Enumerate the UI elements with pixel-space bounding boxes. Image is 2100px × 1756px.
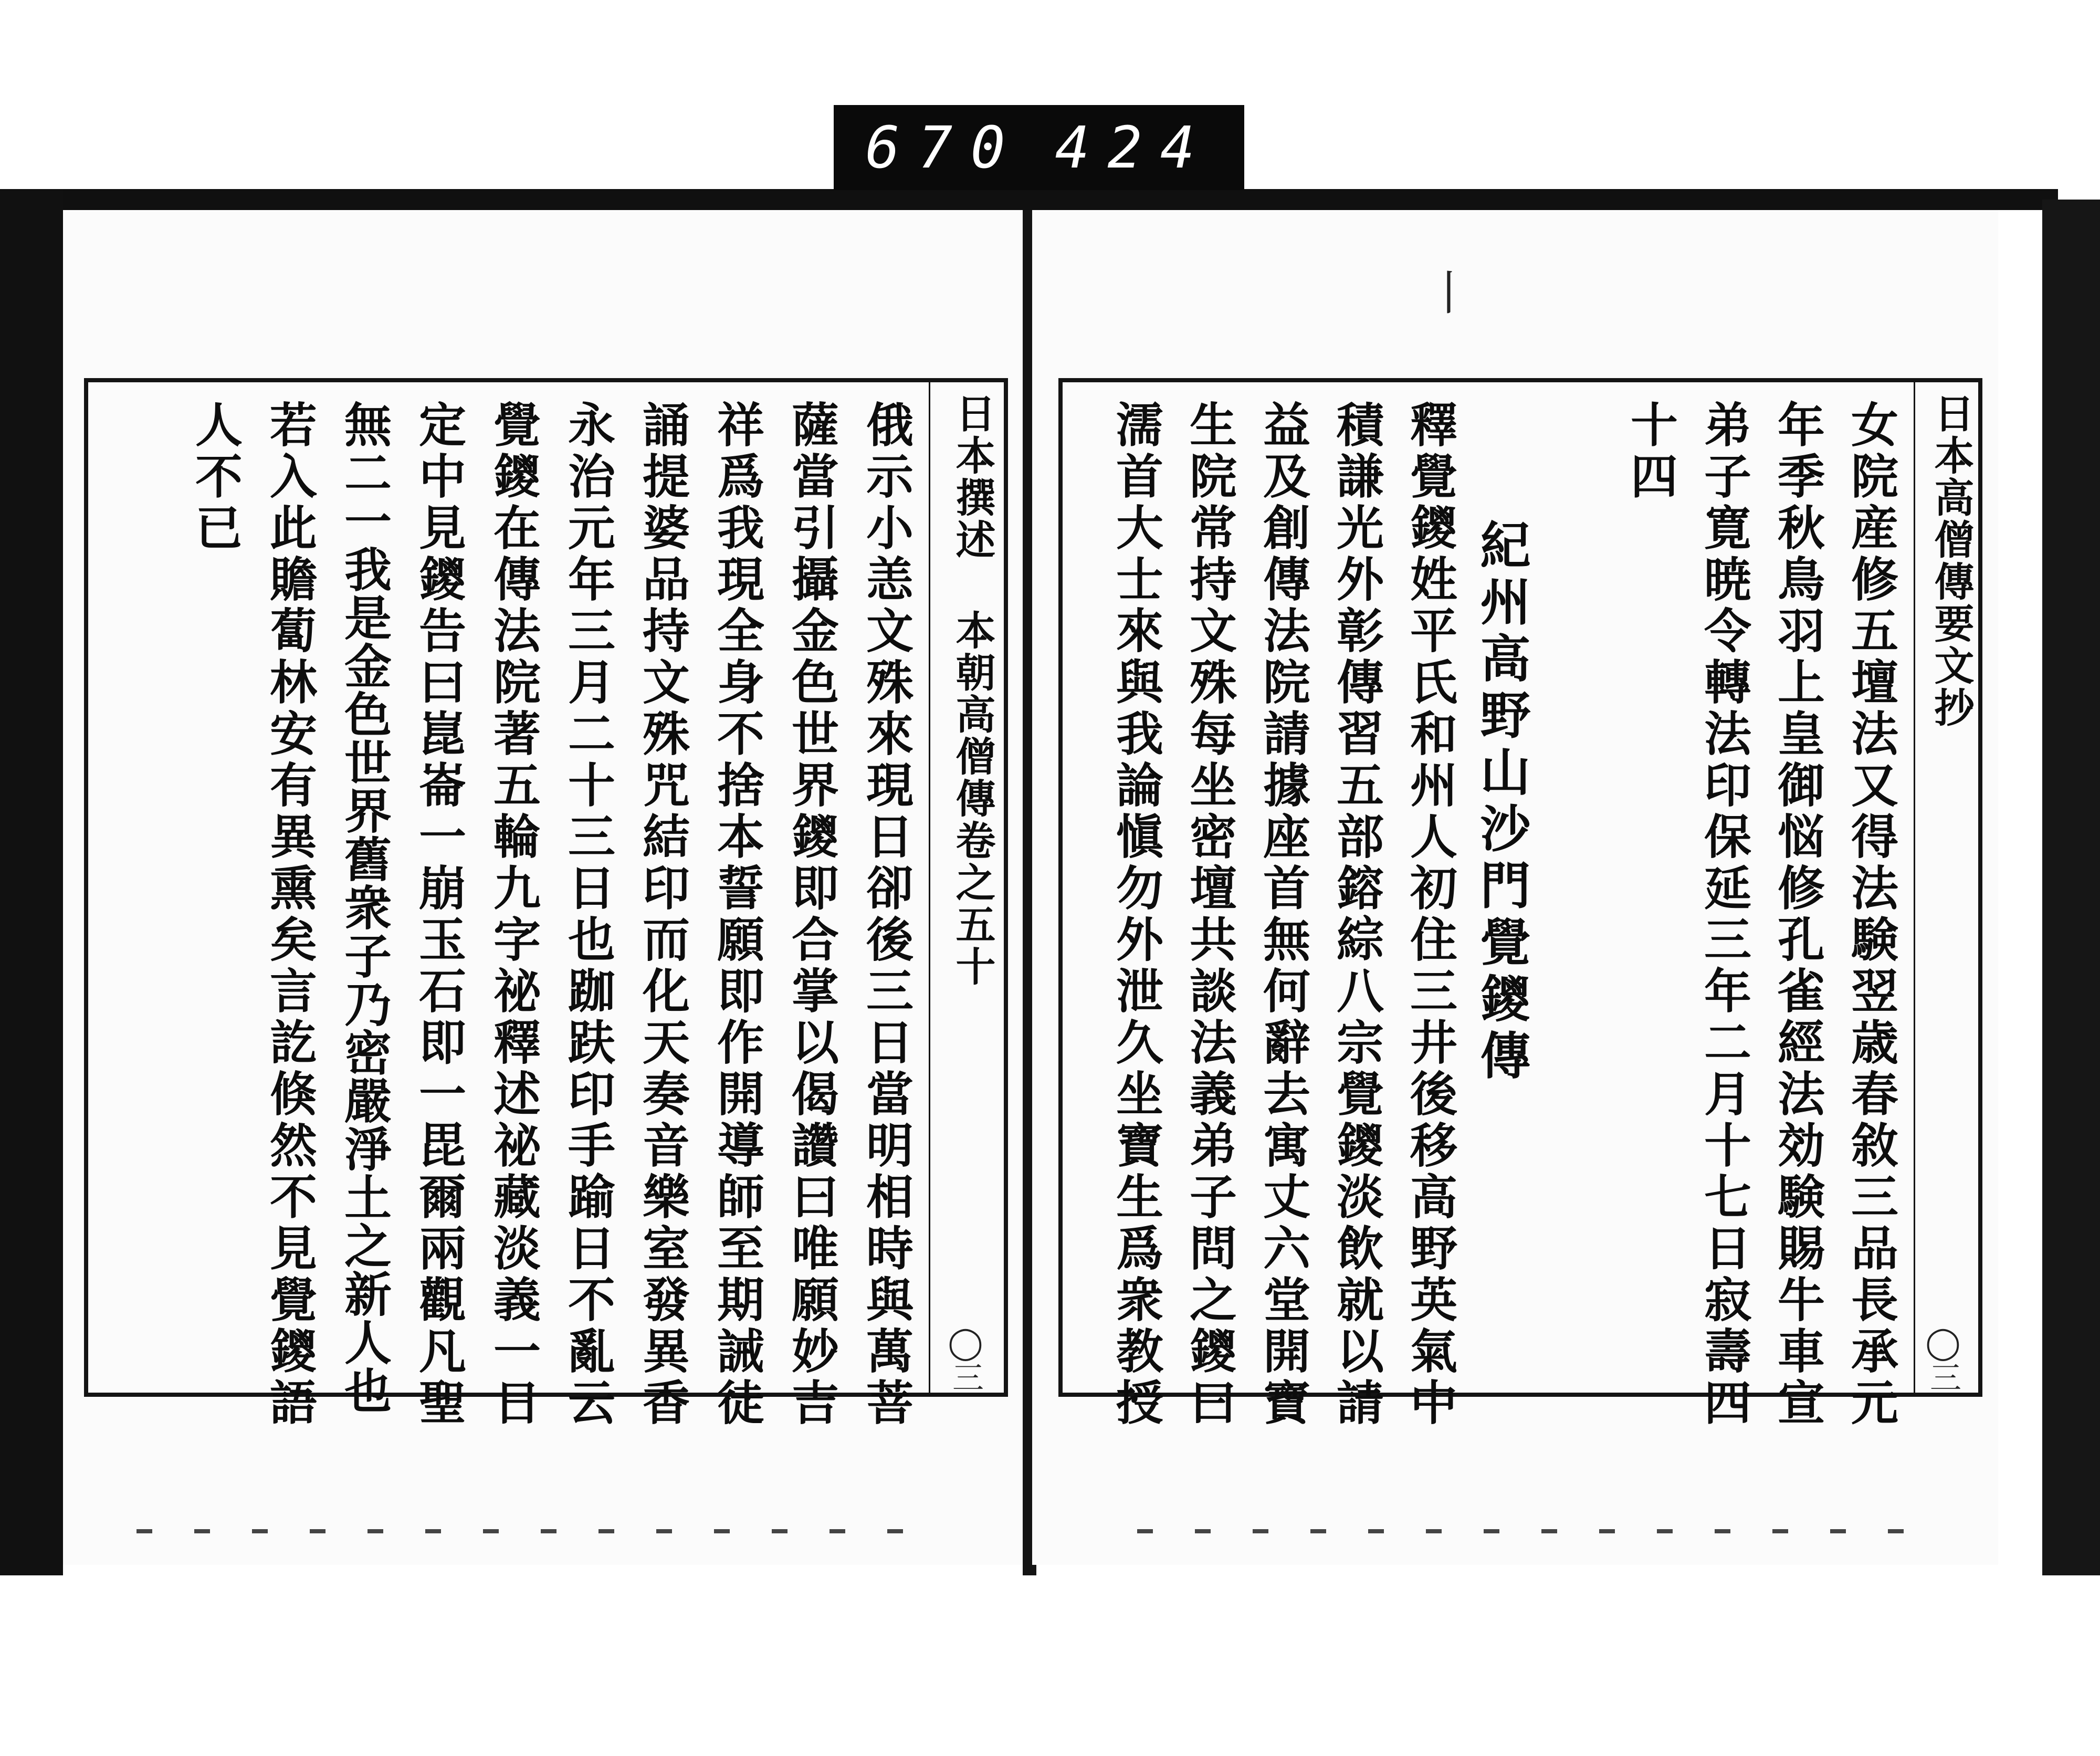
right-column-11: 濡首大士來與我論愼勿外泄久坐寶生爲衆教授 [1108, 400, 1163, 1429]
left-column-7: 定中見鑁告曰崑崙一崩玉石即一毘爾兩觀凡聖 [411, 400, 466, 1429]
left-column-10: 人不已 [187, 400, 243, 555]
left-column-2: 薩當引攝金色世界鑁即合掌以偈讚曰唯願妙吉 [783, 400, 839, 1429]
right-column-1: 女院産修五壇法又得法験翌歳春敘三品長承元 [1843, 400, 1898, 1429]
scanner-top-band [47, 189, 2058, 210]
right-page-number: ◯三 [1925, 1324, 1961, 1393]
scanner-right-edge [2042, 200, 2100, 1575]
left-column-3: 祥爲我現全身不捨本誓願即作開導師至期誡徒 [709, 400, 764, 1429]
film-id-label [834, 105, 1244, 190]
right-column-7: 釋覺鑁姓平氏和州人初住三井後移高野英氣中 [1402, 400, 1457, 1429]
right-page-header: 日本高僧傳要文抄 [1928, 393, 1975, 729]
right-column-10: 生院常持文殊每坐密壇共談法義弟子問之鑁曰 [1181, 400, 1237, 1429]
left-column-8: 無二一我是金色世界舊衆子乃密嚴淨土之新人也 [336, 400, 392, 1415]
top-ink-mark: 丨 [1417, 268, 1472, 315]
right-column-9: 益及創傳法院請據座首無何辭去寓丈六堂開寶 [1255, 400, 1310, 1429]
right-column-3: 弟子寛暁令轉法印保延三年二月十七日寂壽四 [1696, 400, 1751, 1429]
right-page [1032, 210, 1998, 1565]
left-column-6: 覺鑁在傳法院著五輪九字祕釋述祕藏淡義一日 [485, 400, 541, 1429]
left-column-9: 若入此贍蔔林安有異熏矣言訖倏然不見覺鑁語 [261, 400, 317, 1429]
film-frame-number: 424 [1055, 114, 1213, 181]
left-column-4: 誦提婆品持文殊咒結印而化天奏音樂室發異香 [634, 400, 690, 1429]
left-page [63, 210, 1027, 1565]
bottom-dash-marks [1137, 1529, 1925, 1533]
left-text-frame [84, 378, 1008, 1429]
left-page-header: 日本撰述 本朝高僧傳卷之五十 [949, 393, 996, 988]
right-column-4: 十四 [1622, 400, 1678, 503]
header-divider [1914, 382, 1915, 1393]
left-column-1: 俄示小恙文殊來現日卻後三日當明相時與萬菩 [858, 400, 914, 1429]
header-divider [929, 382, 930, 1393]
scanner-left-edge [0, 189, 63, 1575]
film-reel-number: 670 [865, 114, 1023, 181]
left-page-number: ◯三 [947, 1324, 984, 1393]
right-column-2: 年季秋鳥羽上皇御悩修孔雀經法効験賜牛車宣 [1769, 400, 1825, 1429]
section-title: 紀州高野山沙門覺鑁傳 [1472, 519, 1531, 1086]
bottom-dash-marks [136, 1529, 924, 1533]
right-column-8: 積謙光外彰傳習五部鎔綜八宗覺鑁淡飲就以請 [1328, 400, 1384, 1429]
left-column-5: 永治元年三月二十三日也跏趺印手踰日不亂云 [560, 400, 615, 1429]
right-text-frame [1058, 378, 1982, 1429]
